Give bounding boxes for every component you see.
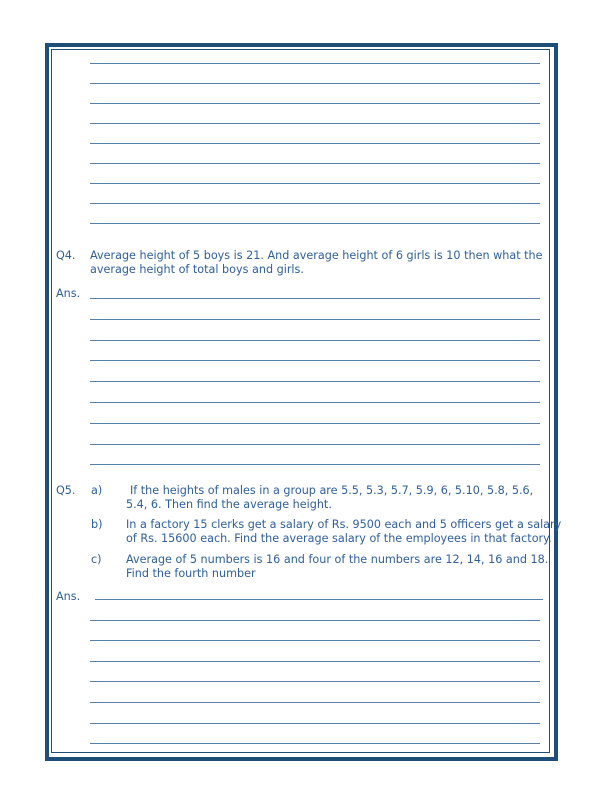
- answer-line: [90, 681, 540, 682]
- page-border-inner: [51, 49, 550, 753]
- q5b-label: b): [91, 518, 103, 531]
- answer-line: [90, 319, 540, 320]
- q4-text-line1: Average height of 5 boys is 21. And average height of 6 girls is 10 then what the: [90, 249, 543, 262]
- answer-line: [90, 661, 540, 662]
- q5b-line2: of Rs. 15600 each. Find the average salary of the employees in that factory.: [126, 532, 552, 545]
- answer-line: [90, 123, 540, 124]
- answer-line: [90, 183, 540, 184]
- answer-line: [90, 340, 540, 341]
- answer-line: [90, 423, 540, 424]
- q4-ans-label: Ans.: [56, 287, 81, 300]
- q5c-label: c): [91, 553, 102, 566]
- answer-line: [90, 103, 540, 104]
- q4-text-line2: average height of total boys and girls.: [90, 263, 304, 276]
- answer-line: [90, 402, 540, 403]
- answer-line: [90, 63, 540, 64]
- answer-line: [90, 143, 540, 144]
- q5-ans-label: Ans.: [56, 590, 81, 603]
- q5b-line1: In a factory 15 clerks get a salary of Rs. 9500 each and 5 officers get a salary: [126, 518, 562, 531]
- answer-line: [90, 723, 540, 724]
- answer-line: [90, 83, 540, 84]
- q5-label: Q5.: [56, 484, 76, 497]
- answer-line: [90, 743, 540, 744]
- answer-line: [90, 163, 540, 164]
- answer-line: [90, 298, 540, 299]
- q5a-line1: If the heights of males in a group are 5.5, 5.3, 5.7, 5.9, 6, 5.10, 5.8, 5.6,: [130, 484, 534, 497]
- answer-line: [90, 223, 540, 224]
- answer-line: [90, 381, 540, 382]
- answer-line: [95, 599, 543, 600]
- answer-line: [90, 640, 540, 641]
- q5c-line2: Find the fourth number: [126, 567, 256, 580]
- answer-line: [90, 620, 540, 621]
- q4-label: Q4.: [56, 249, 76, 262]
- answer-line: [90, 702, 540, 703]
- answer-line: [90, 203, 540, 204]
- q5a-label: a): [91, 484, 103, 497]
- q5a-line2: 5.4, 6. Then find the average height.: [126, 498, 332, 511]
- answer-line: [90, 464, 540, 465]
- q5c-line1: Average of 5 numbers is 16 and four of the numbers are 12, 14, 16 and 18.: [126, 553, 549, 566]
- answer-line: [90, 360, 540, 361]
- answer-line: [90, 444, 540, 445]
